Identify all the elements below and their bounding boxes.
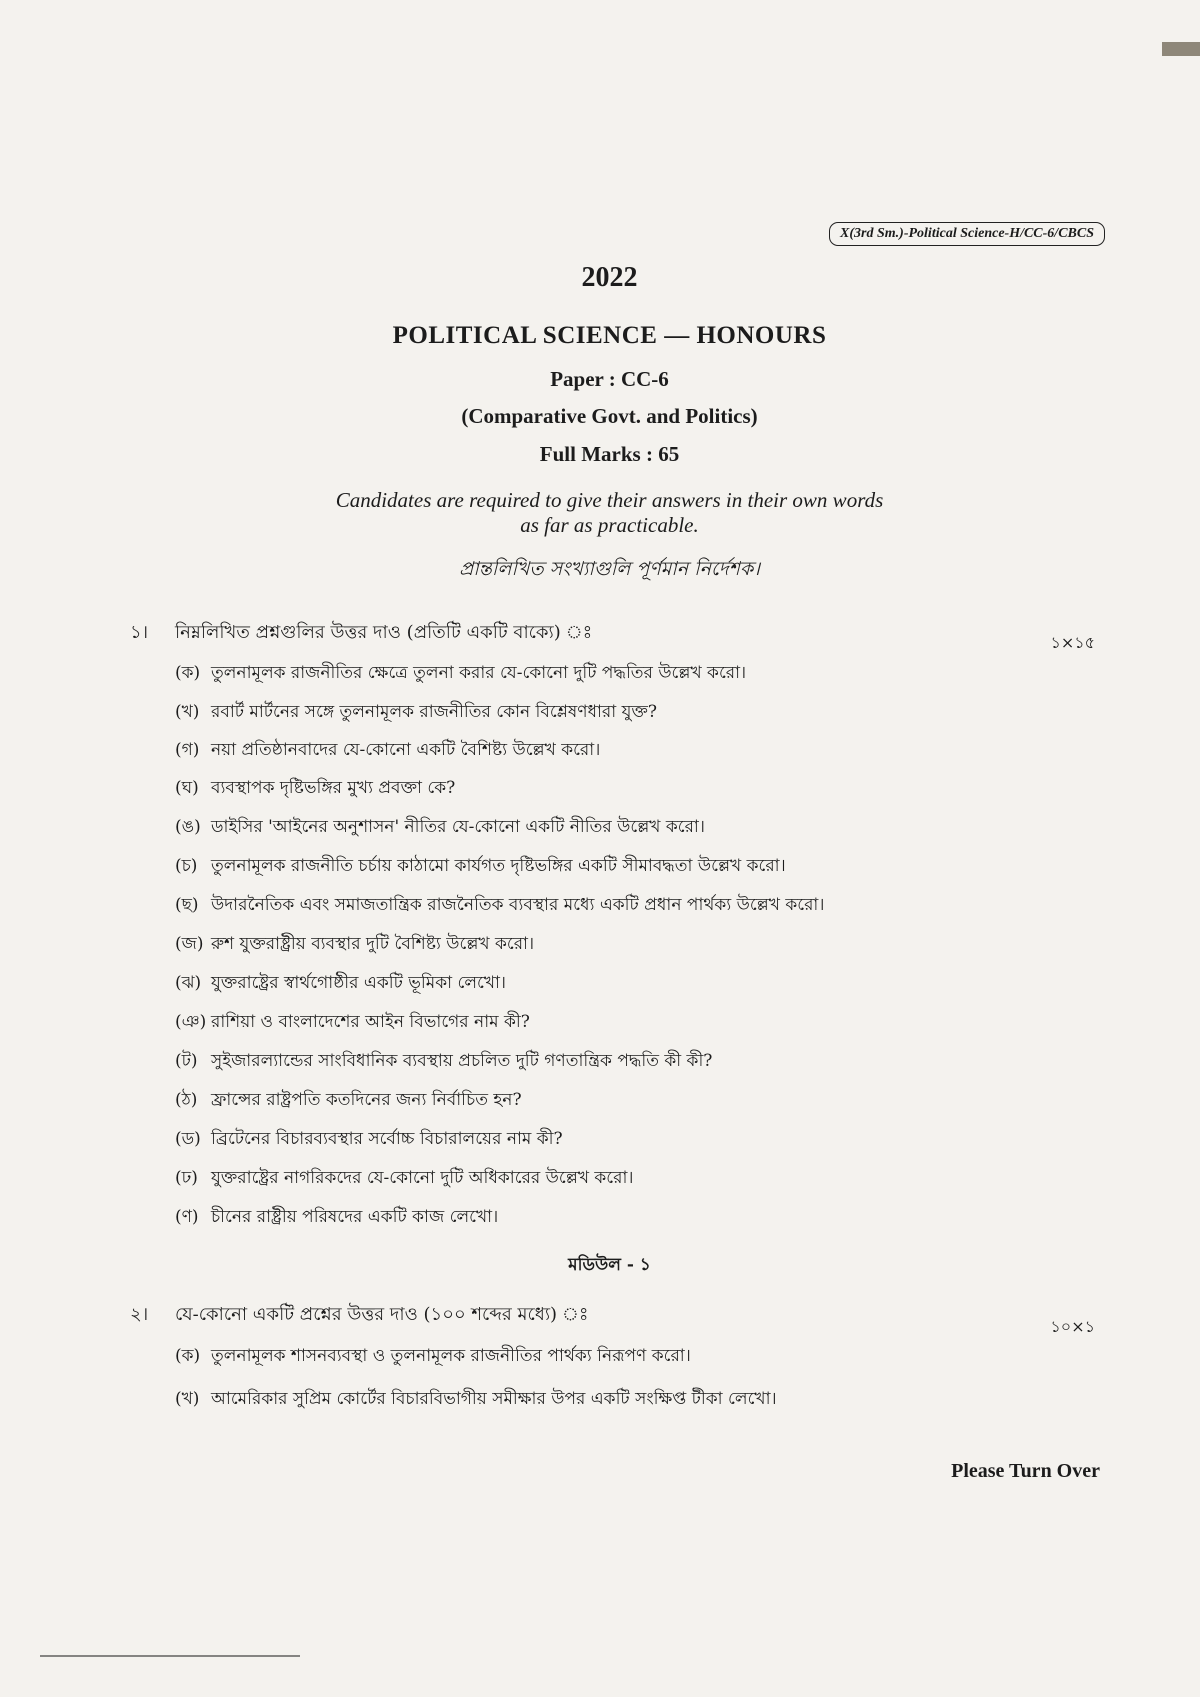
full-marks: Full Marks : 65 xyxy=(539,442,680,466)
exam-year: 2022 xyxy=(581,262,638,293)
paper-code: X(3rd Sm.)-Political Science-H/CC-6/CBCS xyxy=(829,222,1105,246)
question-number: ২। xyxy=(130,1304,149,1325)
scan-edge-mark xyxy=(1162,42,1200,56)
instruction-line-1: Candidates are required to give their answers in their own words xyxy=(335,488,884,512)
question-1 xyxy=(0,618,1200,652)
question-text: নিম্নলিখিত প্রশ্নগুলির উত্তর দাও (প্রতিটি একটি বাক্যে) ঃ xyxy=(175,622,593,643)
sub-question: (ঢ) যুক্তরাষ্ট্রের নাগরিকদের যে-কোনো দুটি অধিকারের উল্লেখ করো। xyxy=(175,1168,634,1188)
instruction xyxy=(0,488,1200,538)
sub-question: (ক) তুলনামূলক রাজনীতির ক্ষেত্রে তুলনা করার যে-কোনো দুটি পদ্ধতির উল্লেখ করো। xyxy=(175,663,747,683)
question-marks: ১×১৫ xyxy=(1050,633,1095,652)
sub-question: (ণ) চীনের রাষ্ট্রীয় পরিষদের একটি কাজ লেখো। xyxy=(175,1207,499,1227)
question-text: যে-কোনো একটি প্রশ্নের উত্তর দাও (১০০ শব্দের মধ্যে) ঃ xyxy=(175,1304,589,1325)
paper-number: Paper : CC-6 xyxy=(550,367,669,391)
sub-question: (খ) রবার্ট মার্টনের সঙ্গে তুলনামূলক রাজনীতির কোন বিশ্লেষণধারা যুক্ত? xyxy=(175,702,658,722)
question-2 xyxy=(0,1300,1200,1336)
scan-edge-line xyxy=(40,1655,300,1657)
sub-question: (ক) তুলনামূলক শাসনব্যবস্থা ও তুলনামূলক রাজনীতির পার্থক্য নিরূপণ করো। xyxy=(175,1346,691,1366)
sub-question: (ঝ) যুক্তরাষ্ট্রের স্বার্থগোষ্ঠীর একটি ভূমিকা লেখো। xyxy=(175,973,507,993)
module-heading: মডিউল - ১ xyxy=(568,1255,651,1275)
sub-question: (ড) ব্রিটেনের বিচারব্যবস্থার সর্বোচ্চ বিচারালয়ের নাম কী? xyxy=(175,1129,563,1149)
margin-note: প্রান্তলিখিত সংখ্যাগুলি পূর্ণমান নির্দেশক। xyxy=(459,558,760,580)
subject-title: POLITICAL SCIENCE — HONOURS xyxy=(392,322,827,349)
question-marks: ১০×১ xyxy=(1050,1317,1095,1336)
question-number: ১। xyxy=(130,622,149,643)
course-title: (Comparative Govt. and Politics) xyxy=(461,404,758,428)
instruction-line-2: as far as practicable. xyxy=(520,513,699,537)
sub-question: (খ) আমেরিকার সুপ্রিম কোর্টের বিচারবিভাগীয় সমীক্ষার উপর একটি সংক্ষিপ্ত টীকা লেখো। xyxy=(175,1389,777,1409)
sub-question: (ঠ) ফ্রান্সের রাষ্ট্রপতি কতদিনের জন্য নির্বাচিত হন? xyxy=(175,1090,522,1110)
sub-question: (ছ) উদারনৈতিক এবং সমাজতান্ত্রিক রাজনৈতিক ব্যবস্থার মধ্যে একটি প্রধান পার্থক্য উল্লেখ করো। xyxy=(175,895,825,915)
sub-question: (গ) নয়া প্রতিষ্ঠানবাদের যে-কোনো একটি বৈশিষ্ট্য উল্লেখ করো। xyxy=(175,740,601,760)
please-turn-over: Please Turn Over xyxy=(951,1460,1100,1482)
sub-question: (ঞ) রাশিয়া ও বাংলাদেশের আইন বিভাগের নাম কী? xyxy=(175,1012,530,1032)
sub-question: (জ) রুশ যুক্তরাষ্ট্রীয় ব্যবস্থার দুটি বৈশিষ্ট্য উল্লেখ করো। xyxy=(175,934,535,954)
sub-question: (ঙ) ডাইসির 'আইনের অনুশাসন' নীতির যে-কোনো একটি নীতির উল্লেখ করো। xyxy=(175,817,705,837)
sub-question: (চ) তুলনামূলক রাজনীতি চর্চায় কাঠামো কার্যগত দৃষ্টিভঙ্গির একটি সীমাবদ্ধতা উল্লেখ করো। xyxy=(175,856,786,876)
sub-question: (ট) সুইজারল্যান্ডের সাংবিধানিক ব্যবস্থায় প্রচলিত দুটি গণতান্ত্রিক পদ্ধতি কী কী? xyxy=(175,1051,713,1071)
sub-question: (ঘ) ব্যবস্থাপক দৃষ্টিভঙ্গির মুখ্য প্রবক্তা কে? xyxy=(175,778,456,798)
